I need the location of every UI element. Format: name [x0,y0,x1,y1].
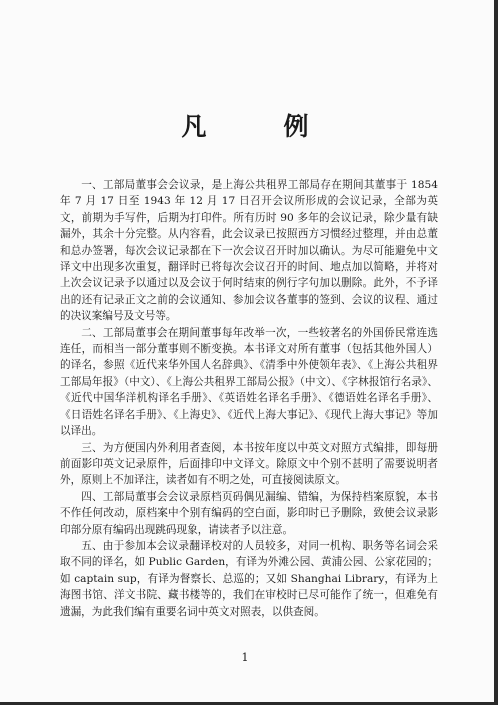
page-number: 1 [241,651,249,664]
paragraph-4: 四、工部局董事会会议录原档页码偶见漏编、错编，为保持档案原貌，本书不作任何改动，原档案中个别有编码的空白面，影印时已予删除，致使会议录影印部分原有编码出现跳码现象，请读者予以注意。 [60,490,438,536]
paragraph-2: 二、工部局董事会在期间董事每年改举一次，一些较著名的外国侨民常连选连任，而相当一部分董事则不断变换。本书译文对所有董事（包括其他外国人）的译名，参照《近代来华外国人名辞典》、《清季中外使领年表》、《上海公共租界工部局年报》（中文）、《上海公共租界工部局公报》（中文）、《字林报馆行名录》、《近代中国华洋机构译名手册》、《英语姓名译名手册》、《德语姓名译名手册》、《日语姓名译名手册》、《上海史》、《近代上海大事记》、《现代上海大事记》等加以译出。 [60,326,438,438]
body-text [60,177,438,620]
paragraph-5: 五、由于参加本会议录翻译校对的人员较多，对同一机构、职务等名词会采取不同的译名，如 Public Garden，有译为外滩公园、黄浦公园、公家花园的；如 captain sup，有译为督察长、总巡的；又如 Shanghai Library，有译为上海图书馆、洋文书院、藏书楼等的，我们在审校时已尽可能作了统一，但难免有遗漏，为此我们编有重要名词中英文对照表，以供查阅。 [60,539,438,618]
paragraph-3: 三、为方便国内外利用者查阅，本书按年度以中英文对照方式编排，即每册前面影印英文记录原件，后面排印中文译文。除原文中个别不甚明了需要说明者外，原则上不加译注，读者如有不明之处，可直接阅读原文。 [60,441,438,487]
paragraph-1: 一、工部局董事会会议录，是上海公共租界工部局存在期间其董事于 1854 年 7 月 17 日至 1943 年 12 月 17 日召开会议所形成的会议记录，全部为英文，前期为手写件，后期为打印件。所有历时 90 多年的会议记录，除少量有缺漏外，其余十分完整。从内容看，此会议录已按照西方习惯经过整理，并由总董和总办签署，每次会议记录都在下一次会议召开时加以确认。为尽可能避免中文译文中出现多次重复，翻译时已将每次会议召开的时间、地点加以简略，并将对上次会议记录予以通过以及会议于何时结束的例行字句加以删除。此外，不予译出的还有记录正文之前的会议通知、参加会议各董事的签到、会议的议程、通过的决议案编号及文号等。 [60,179,438,323]
page-title: 凡 例 [181,112,335,141]
